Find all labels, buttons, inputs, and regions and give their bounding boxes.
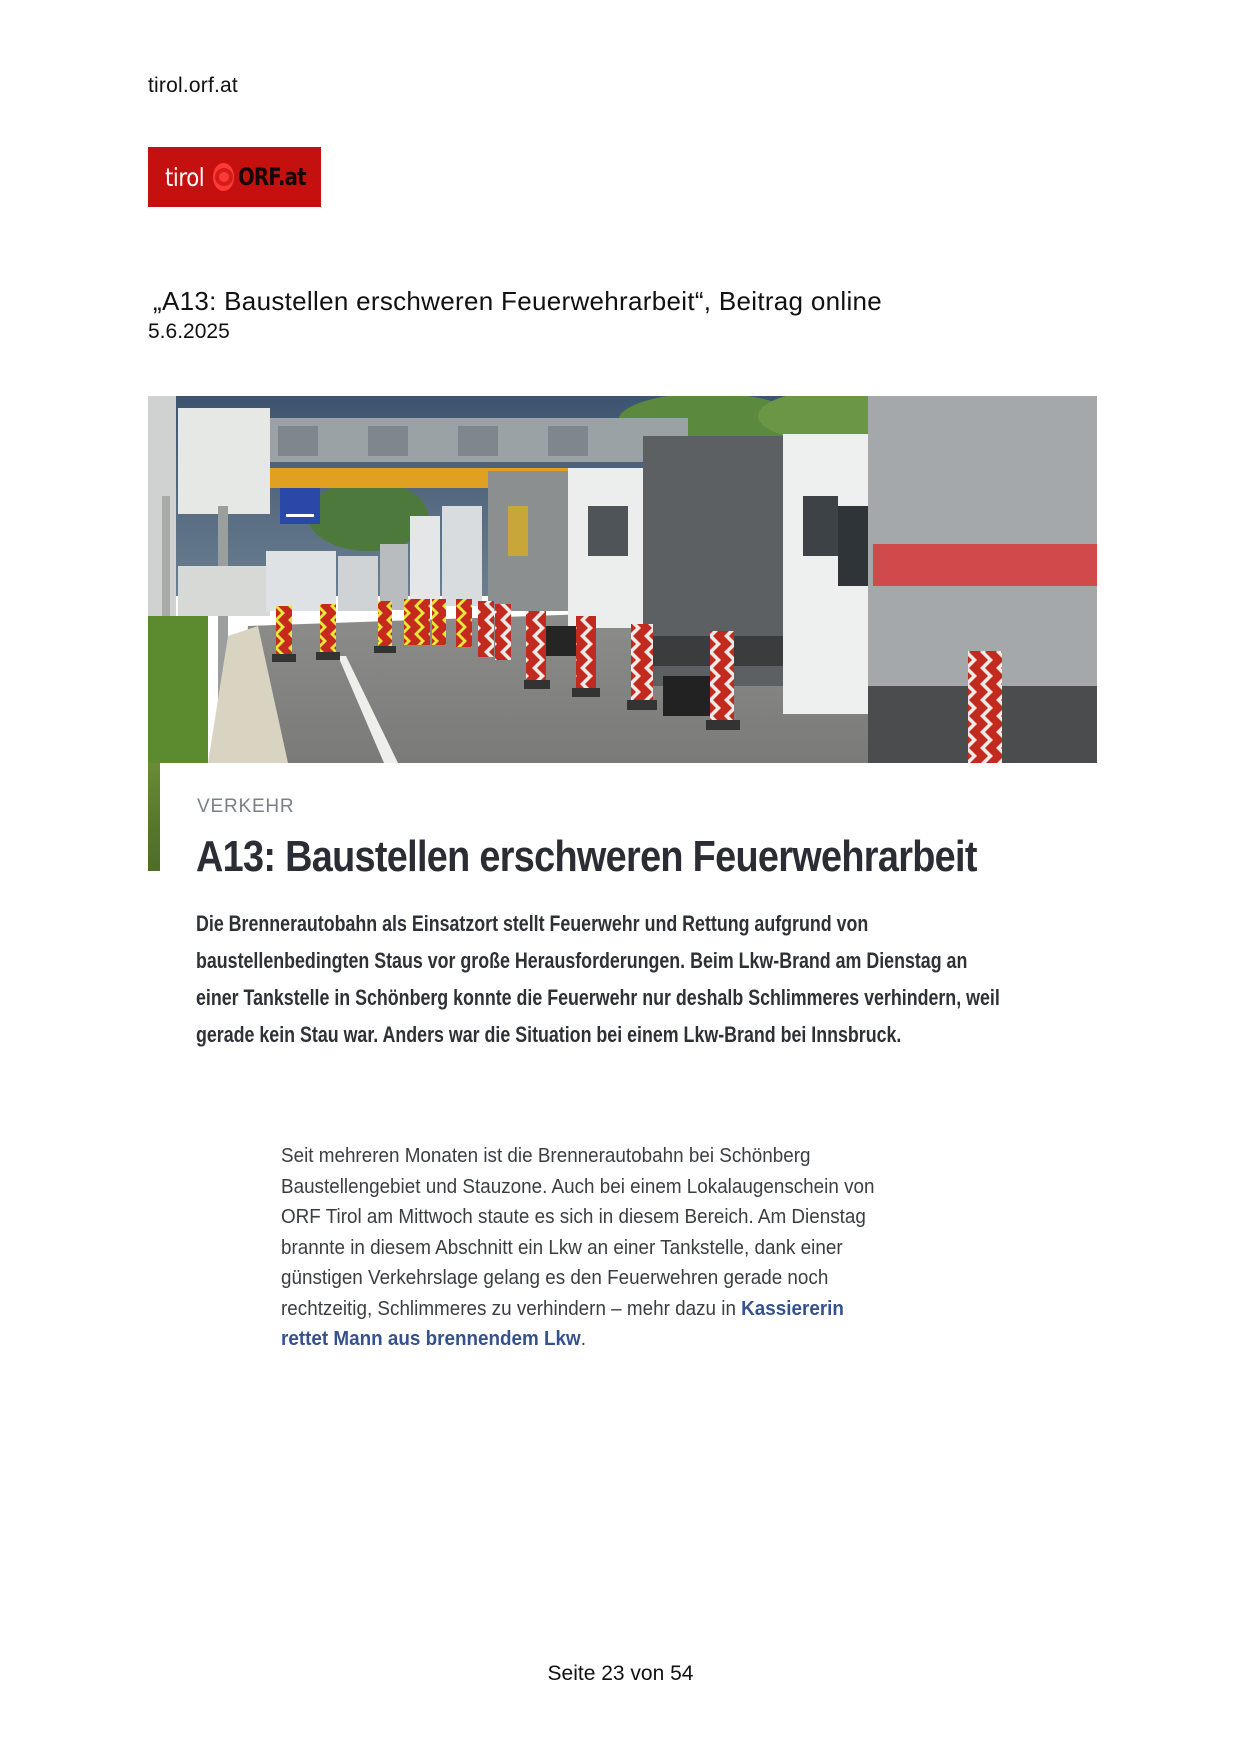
- body-line: günstigen Verkehrslage gelang es den Feuerwehren gerade noch: [281, 1266, 829, 1289]
- document-date: 5.6.2025: [148, 320, 230, 343]
- tirol-orf-logo[interactable]: [148, 147, 321, 207]
- logo-brand-text: ORF.at: [238, 163, 307, 191]
- photo-edge-strip: [148, 763, 160, 871]
- related-article-link[interactable]: Kassiererin: [741, 1296, 844, 1320]
- lede-line: einer Tankstelle in Schönberg konnte die Feuerwehr nur deshalb Schlimmeres verhindern, weil: [196, 985, 1000, 1010]
- site-url: tirol.orf.at: [148, 74, 238, 97]
- body-end-punct: .: [580, 1327, 586, 1350]
- article-body: [281, 1141, 1017, 1355]
- body-line-prefix: rechtzeitig, Schlimmeres zu verhindern – mehr dazu in: [281, 1296, 742, 1320]
- logo-region-text: tirol: [165, 162, 205, 192]
- body-line: ORF Tirol am Mittwoch staute es sich in diesem Bereich. Am Dienstag: [281, 1205, 866, 1228]
- body-line: [281, 1324, 1017, 1355]
- body-line: brannte in diesem Abschnitt ein Lkw an einer Tankstelle, dank einer: [281, 1235, 843, 1259]
- article-headline: A13: Baustellen erschweren Feuerwehrarbeit: [196, 832, 977, 881]
- lede-line: baustellenbedingten Staus vor große Herausforderungen. Beim Lkw-Brand am Dienstag an: [196, 948, 968, 973]
- lede-line: gerade kein Stau war. Anders war die Situation bei einem Lkw-Brand bei Innsbruck.: [196, 1022, 902, 1047]
- page-number: Seite 23 von 54: [547, 1662, 694, 1685]
- orf-ring-icon: [213, 163, 234, 191]
- document-title: „A13: Baustellen erschweren Feuerwehrarbeit“, Beitrag online: [153, 286, 883, 316]
- body-line: Baustellengebiet und Stauzone. Auch bei einem Lokalaugenschein von: [281, 1174, 875, 1198]
- related-article-link-cont[interactable]: rettet Mann aus brennendem Lkw: [281, 1327, 581, 1350]
- body-line: Seit mehreren Monaten ist die Brennerautobahn bei Schönberg: [281, 1144, 811, 1167]
- article-kicker[interactable]: VERKEHR: [197, 796, 295, 817]
- body-line: [281, 1294, 1017, 1325]
- article-photo: [148, 396, 1097, 763]
- article-lede: [196, 905, 1006, 1053]
- traffic-jam-image: [148, 396, 1097, 763]
- lede-line: Die Brennerautobahn als Einsatzort stellt Feuerwehr und Rettung aufgrund von: [196, 911, 869, 936]
